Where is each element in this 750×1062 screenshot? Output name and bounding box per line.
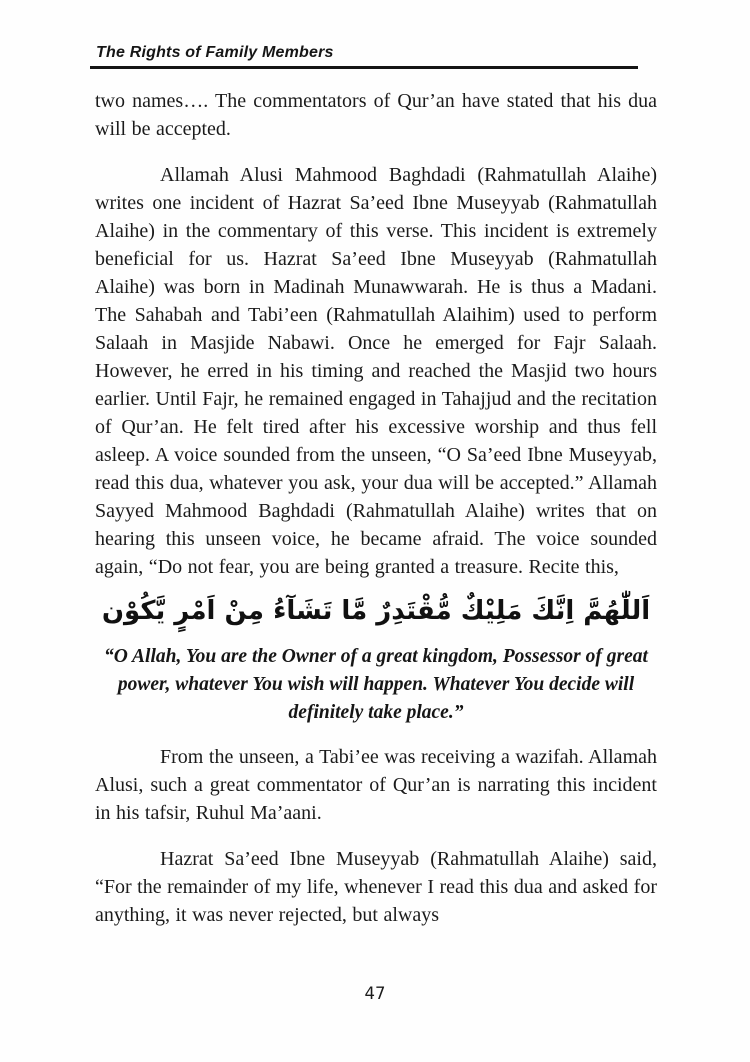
- page-content: [95, 87, 657, 929]
- paragraph-incident: Allamah Alusi Mahmood Baghdadi (Rahmatullah Alaihe) writes one incident of Hazrat Sa’eed Ibne Museyyab (Rahmatullah Alaihe) in the commentary of this verse. This incident is extremely beneficial for us. Hazrat Sa’eed Ibne Museyyab (Rahmatullah Alaihe) was born in Madinah Munawwarah. He is thus a Madani. The Sahabah and Tabi’een (Rahmatullah Alaihim) used to perform Salaah in Masjide Nabawi. Once he emerged for Fajr Salaah. However, he erred in his timing and reached the Masjid two hours earlier. Until Fajr, he remained engaged in Tahajjud and the recitation of Qur’an. He felt tired after his excessive worship and thus fell asleep. A voice sounded from the unseen, “O Sa’eed Ibne Museyyab, read this dua, whatever you ask, your dua will be accepted.” Allamah Sayyed Mahmood Baghdadi (Rahmatullah Alaihe) writes that on hearing this unseen voice, he became afraid. The voice sounded again, “Do not fear, you are being granted a treasure. Recite this,: [95, 164, 657, 578]
- page-footer: [0, 984, 750, 1004]
- paragraph-continuation: two names…. The commentators of Qur’an have stated that his dua will be accepted.: [95, 90, 657, 140]
- paragraph-tafsir-note: From the unseen, a Tabi’ee was receiving a wazifah. Allamah Alusi, such a great commentator of Qur’an is narrating this incident in his tafsir, Ruhul Ma’aani.: [95, 746, 657, 824]
- dua-translation: “O Allah, You are the Owner of a great kingdom, Possessor of great power, whatever You wish will happen. Whatever You decide will definitely take place.”: [104, 646, 648, 723]
- page-number: 47: [364, 984, 386, 1003]
- page-header: [90, 44, 638, 69]
- header-rule: [90, 66, 638, 69]
- running-title: The Rights of Family Members: [96, 44, 334, 61]
- paragraph-quote: Hazrat Sa’eed Ibne Museyyab (Rahmatullah Alaihe) said, “For the remainder of my life, whenever I read this dua and asked for anything, it was never rejected, but always: [95, 848, 657, 926]
- arabic-dua-text: اَللّٰهُمَّ اِنَّكَ مَلِيْكٌ مُّقْتَدِرٌ مَّا تَشَآءُ مِنْ اَمْرٍ يَّكُوْن: [101, 596, 651, 626]
